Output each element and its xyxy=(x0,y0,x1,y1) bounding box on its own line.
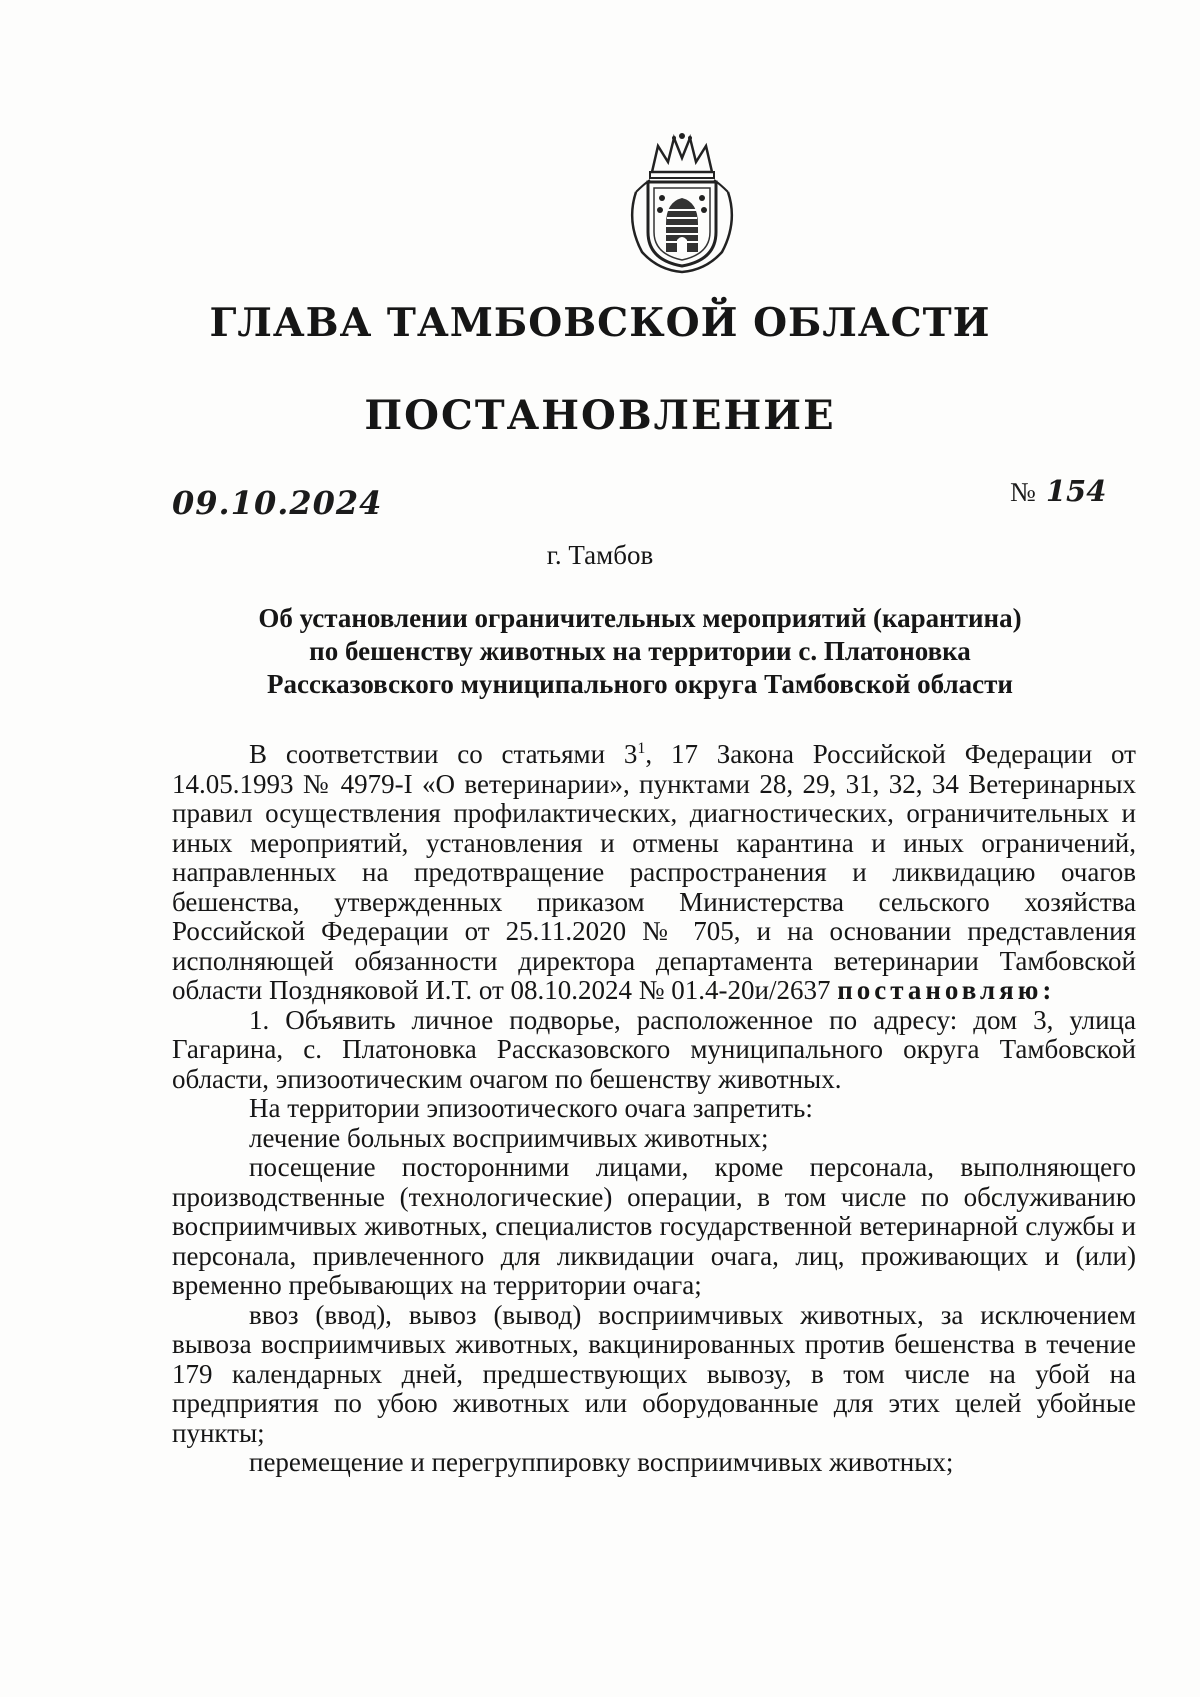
number-label: № xyxy=(1010,477,1036,507)
body-paragraph: посещение посторонними лицами, кроме персонала, выполняющего производственные (технологические) операции, в том числе по обслуживанию восприимчивых животных, специалистов государственной ветеринарной службы и персонала, привлеченного для ликвидации очага, лиц, проживающих и (или) временно пребывающих на территории очага; xyxy=(172,1152,1136,1300)
preamble-paragraph: В соответствии со статьями $3^1$, 17 Закона Российской Федерации от 14.05.1993 № 4979-I «О ветеринарии», пунктами 28, 29, 31, 32, 34 Ветеринарных правил осуществления профилактических, диагностических, ограничительных и иных мероприятий, установления и отмены карантина и иных ограничений, направленных на предотвращение распространения и ликвидацию очагов бешенства, утвержденных приказом Министерства сельского хозяйства Российской Федерации от 25.11.2020 № 705, и на основании представления исполняющей обязанности директора департамента ветеринарии Тамбовской области Поздняковой И.Т. от 08.10.2024 № 01.4-20и/2637 постановляю: xyxy=(172,739,1136,1005)
title-line: по бешенству животных на территории с. Платоновка xyxy=(309,636,971,666)
document-number xyxy=(1010,474,1106,508)
superscript: 1 xyxy=(637,740,646,757)
body-paragraph: ввоз (ввод), вывоз (вывод) восприимчивых животных, за исключением вывоза восприимчивых животных, вакцинированных против бешенства в течение 179 календарных дней, предшествующих вывозу, в том числе на убой на предприятия по убою животных или оборудованные для этих целей убойные пункты; xyxy=(172,1299,1136,1448)
body-paragraph: перемещение и перегруппировку восприимчивых животных; xyxy=(249,1447,954,1477)
body-paragraph: лечение больных восприимчивых животных; xyxy=(249,1122,769,1153)
document-body xyxy=(172,740,1136,1478)
document-type: ПОСТАНОВЛЕНИЕ xyxy=(364,392,836,439)
title-line: Рассказовского муниципального округа Тамбовской области xyxy=(267,669,1013,699)
body-paragraph: На территории эпизоотического очага запретить: xyxy=(249,1093,813,1123)
body-paragraph: 1. Объявить личное подворье, расположенное по адресу: дом 3, улица Гагарина, с. Платоновка Рассказовского муниципального округа Тамбовской области, эпизоотическим очагом по бешенству животных. xyxy=(172,1004,1136,1094)
document-title xyxy=(180,602,1100,701)
issuing-authority: ГЛАВА ТАМБОВСКОЙ ОБЛАСТИ xyxy=(209,300,991,346)
decree-word: постановляю xyxy=(837,975,1043,1005)
document-date: 09.10.2024 xyxy=(172,484,383,522)
city: г. Тамбов xyxy=(546,540,654,570)
title-line: Об установлении ограничительных мероприятий (карантина) xyxy=(258,603,1022,633)
number-value: 154 xyxy=(1045,474,1107,508)
coat-of-arms-icon xyxy=(622,132,742,274)
